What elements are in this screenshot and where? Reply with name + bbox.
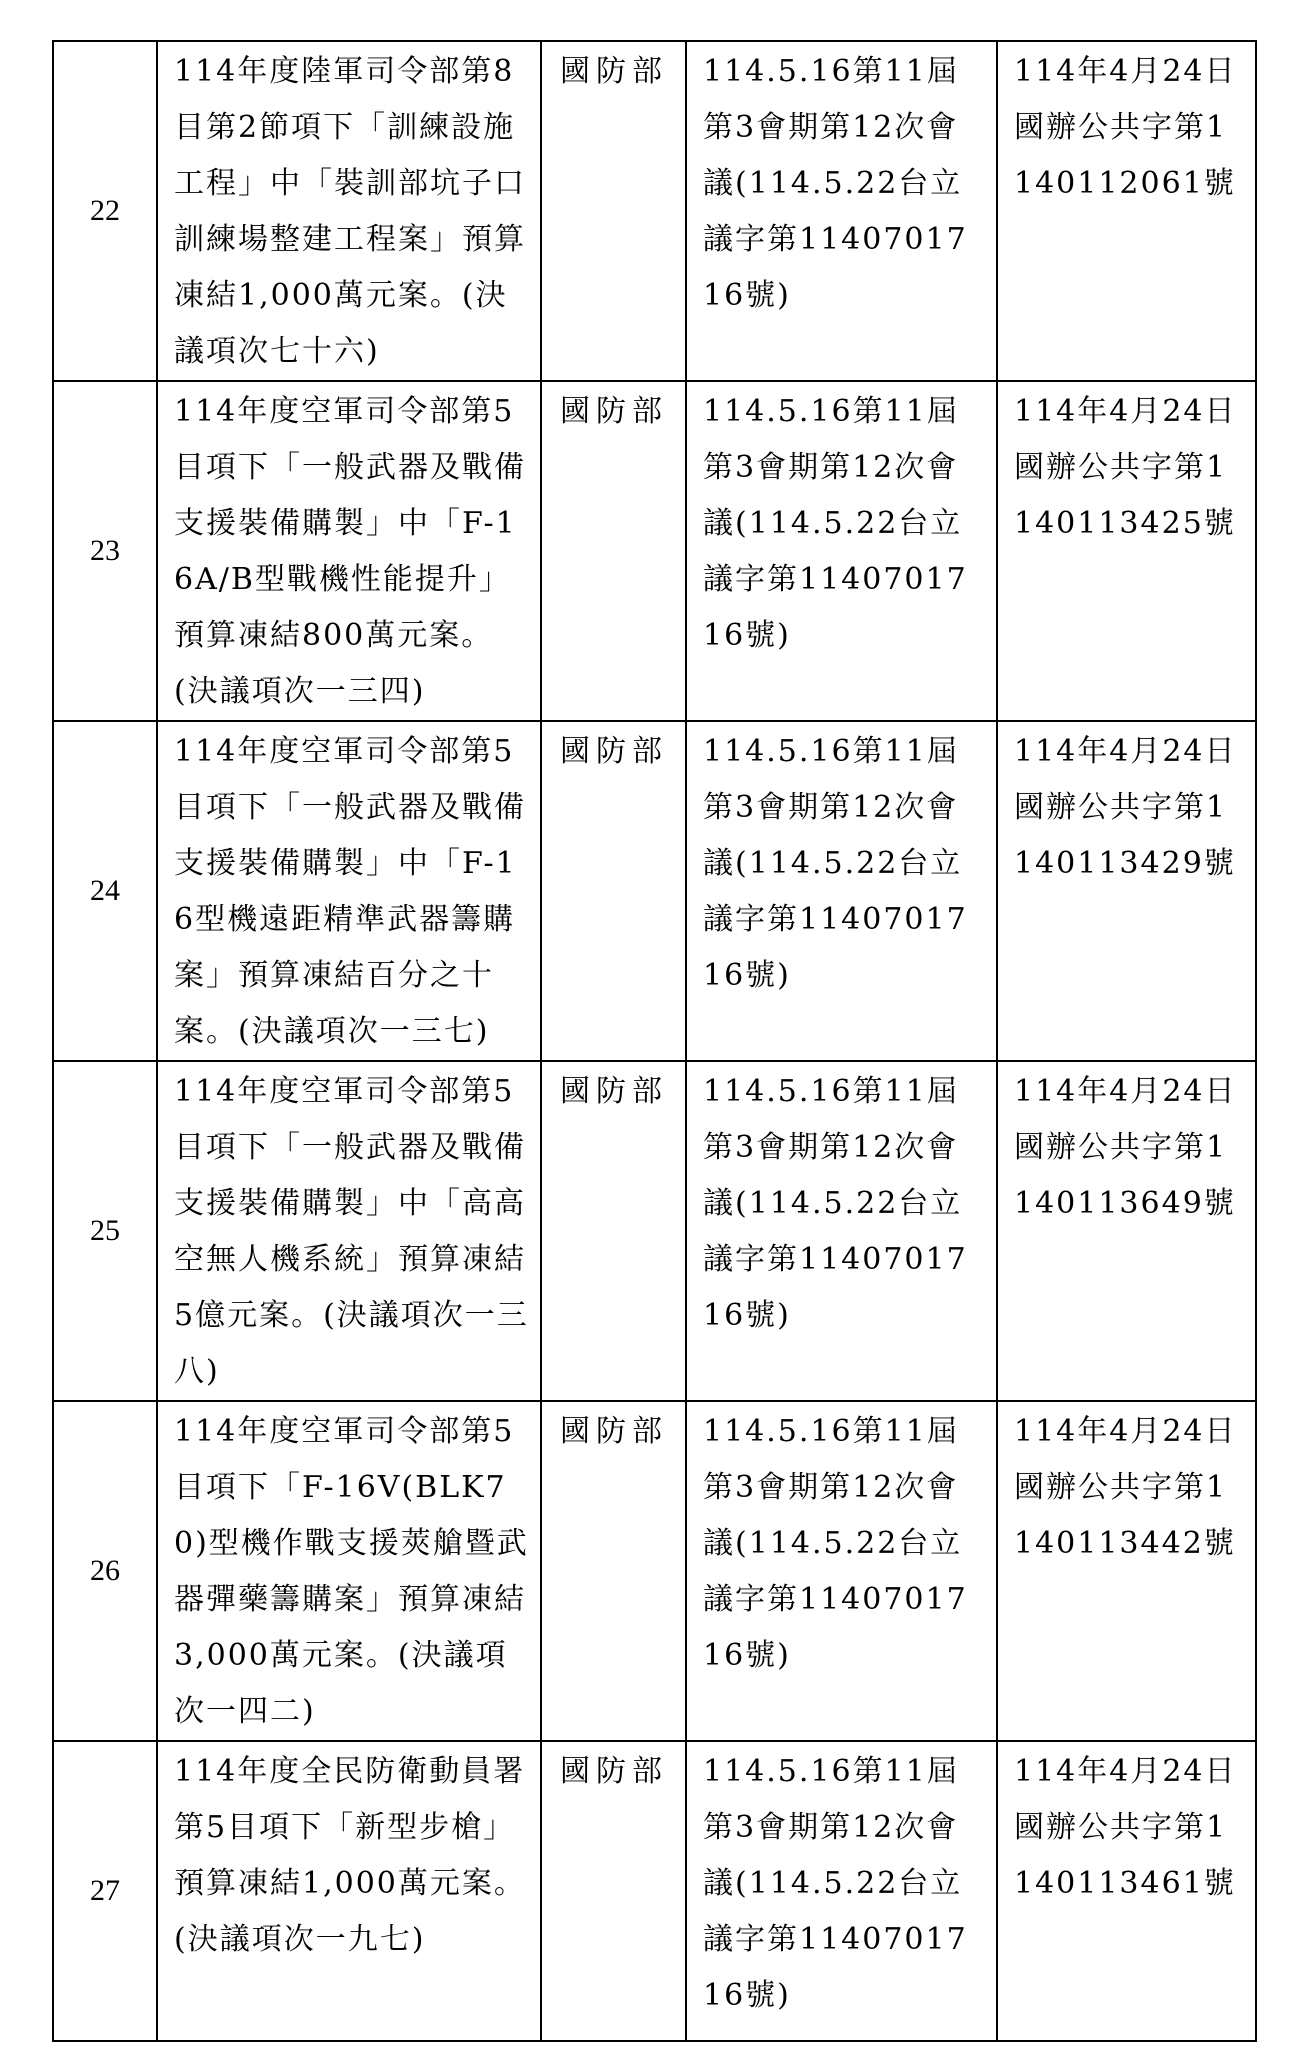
document-text: 114年4月24日國辦公共字第1140113649號 bbox=[1014, 1074, 1237, 1221]
meeting-cell bbox=[686, 721, 997, 1061]
unit-cell bbox=[541, 1401, 686, 1741]
unit-text: 國防部 bbox=[560, 394, 668, 429]
item-cell bbox=[157, 381, 541, 721]
unit-text: 國防部 bbox=[560, 1754, 668, 1789]
meeting-cell bbox=[686, 41, 997, 381]
item-text: 114年度陸軍司令部第8目第2節項下「訓練設施工程」中「裝訓部坑子口訓練場整建工程案」預算凍結1,000萬元案。(決議項次七十六) bbox=[174, 54, 526, 369]
item-text: 114年度全民防衛動員署第5目項下「新型步槍」預算凍結1,000萬元案。(決議項次一九七) bbox=[174, 1754, 526, 1957]
document-cell bbox=[997, 1061, 1256, 1401]
table-row bbox=[53, 41, 1256, 381]
document-text: 114年4月24日國辦公共字第1140113429號 bbox=[1014, 734, 1237, 881]
document-cell bbox=[997, 41, 1256, 381]
document-cell bbox=[997, 381, 1256, 721]
unit-cell bbox=[541, 721, 686, 1061]
item-cell bbox=[157, 1061, 541, 1401]
unit-text: 國防部 bbox=[560, 1414, 668, 1449]
item-text: 114年度空軍司令部第5目項下「F-16V(BLK70)型機作戰支援莢艙暨武器彈藥籌購案」預算凍結3,000萬元案。(決議項次一四二) bbox=[174, 1414, 529, 1729]
table-row bbox=[53, 1401, 1256, 1741]
unit-text: 國防部 bbox=[560, 734, 668, 769]
meeting-text: 114.5.16第11屆第3會期第12次會議(114.5.22台立議字第1140701716號) bbox=[703, 54, 968, 313]
meeting-text: 114.5.16第11屆第3會期第12次會議(114.5.22台立議字第1140701716號) bbox=[703, 1074, 968, 1333]
item-cell bbox=[157, 1401, 541, 1741]
document-cell bbox=[997, 721, 1256, 1061]
unit-cell bbox=[541, 381, 686, 721]
table-row bbox=[53, 1061, 1256, 1401]
row-number: 23 bbox=[53, 381, 157, 721]
unit-cell bbox=[541, 1741, 686, 2041]
unit-cell bbox=[541, 1061, 686, 1401]
item-cell bbox=[157, 41, 541, 381]
unit-text: 國防部 bbox=[560, 54, 668, 89]
item-cell bbox=[157, 1741, 541, 2041]
document-text: 114年4月24日國辦公共字第1140113425號 bbox=[1014, 394, 1237, 541]
meeting-cell bbox=[686, 1061, 997, 1401]
document-text: 114年4月24日國辦公共字第1140113442號 bbox=[1014, 1414, 1237, 1561]
meeting-cell bbox=[686, 381, 997, 721]
item-text: 114年度空軍司令部第5目項下「一般武器及戰備支援裝備購製」中「F-16型機遠距精準武器籌購案」預算凍結百分之十案。(決議項次一三七) bbox=[174, 734, 526, 1049]
item-text: 114年度空軍司令部第5目項下「一般武器及戰備支援裝備購製」中「高高空無人機系統」預算凍結5億元案。(決議項次一三八) bbox=[174, 1074, 529, 1389]
document-cell bbox=[997, 1401, 1256, 1741]
meeting-cell bbox=[686, 1741, 997, 2041]
unit-text: 國防部 bbox=[560, 1074, 668, 1109]
meeting-cell bbox=[686, 1401, 997, 1741]
document-text: 114年4月24日國辦公共字第1140112061號 bbox=[1014, 54, 1237, 201]
meeting-text: 114.5.16第11屆第3會期第12次會議(114.5.22台立議字第1140701716號) bbox=[703, 1414, 968, 1673]
meeting-text: 114.5.16第11屆第3會期第12次會議(114.5.22台立議字第1140701716號) bbox=[703, 1754, 968, 2013]
row-number: 26 bbox=[53, 1401, 157, 1741]
item-text: 114年度空軍司令部第5目項下「一般武器及戰備支援裝備購製」中「F-16A/B型戰機性能提升」預算凍結800萬元案。(決議項次一三四) bbox=[174, 394, 526, 709]
item-cell bbox=[157, 721, 541, 1061]
table-row bbox=[53, 1741, 1256, 2041]
table-row bbox=[53, 381, 1256, 721]
meeting-text: 114.5.16第11屆第3會期第12次會議(114.5.22台立議字第1140701716號) bbox=[703, 394, 968, 653]
row-number: 22 bbox=[53, 41, 157, 381]
document-cell bbox=[997, 1741, 1256, 2041]
meeting-text: 114.5.16第11屆第3會期第12次會議(114.5.22台立議字第1140701716號) bbox=[703, 734, 968, 993]
row-number: 27 bbox=[53, 1741, 157, 2041]
row-number: 25 bbox=[53, 1061, 157, 1401]
budget-freeze-table bbox=[52, 40, 1257, 2042]
row-number: 24 bbox=[53, 721, 157, 1061]
table-row bbox=[53, 721, 1256, 1061]
unit-cell bbox=[541, 41, 686, 381]
document-text: 114年4月24日國辦公共字第1140113461號 bbox=[1014, 1754, 1237, 1901]
